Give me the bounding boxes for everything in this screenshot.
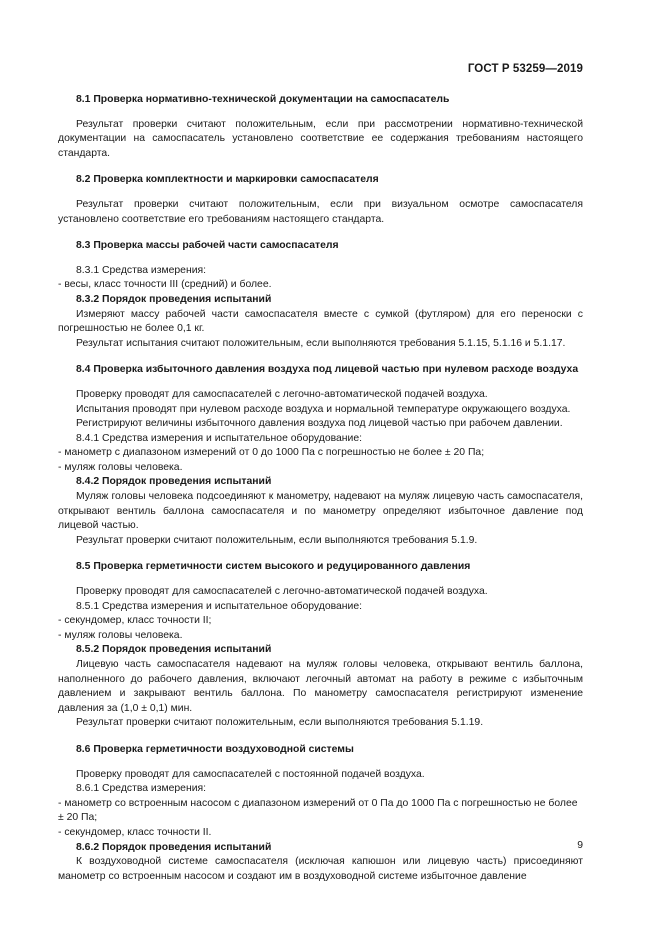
section-8-5-title: 8.5 Проверка герметичности систем высокого и редуцированного давления — [76, 561, 471, 573]
list-item-stopwatch-2: - секундомер, класс точности II. — [58, 826, 212, 838]
section-8-2-title: 8.2 Проверка комплектности и маркировки самоспасателя — [76, 174, 379, 186]
subheading-8-4-2: 8.4.2 Порядок проведения испытаний — [76, 476, 272, 488]
list-item-manometer-pump: - манометр со встроенным насосом с диапазоном измерений от 0 Па до 1000 Па с погрешностью не более ± 20 Па; — [58, 797, 578, 824]
section-8-6-title: 8.6 Проверка герметичности воздуховодной системы — [76, 743, 354, 755]
section-8-6-paragraph-1: Проверку проводят для самоспасателей с постоянной подачей воздуха. — [76, 768, 425, 780]
page-number: 9 — [577, 840, 583, 851]
section-8-4-paragraph-4: Муляж головы человека подсоединяют к манометру, надевают на муляж лицевую часть самоспасателя, открывают вентиль баллона самоспасателя и по манометру определяют избыточное давление под лицевой частью. — [58, 491, 583, 532]
item-8-5-1: 8.5.1 Средства измерения и испытательное оборудование: — [76, 600, 362, 612]
section-8-3-title: 8.3 Проверка массы рабочей части самоспасателя — [76, 240, 339, 252]
section-8-3-paragraph-2: Результат испытания считают положительным, если выполняются требования 5.1.15, 5.1.16 и 5.1.17. — [76, 337, 566, 349]
subheading-8-3-2: 8.3.2 Порядок проведения испытаний — [76, 293, 272, 305]
list-item-stopwatch: - секундомер, класс точности II; — [58, 615, 212, 627]
item-8-4-1: 8.4.1 Средства измерения и испытательное оборудование: — [76, 432, 362, 444]
section-8-4-paragraph-2: Испытания проводят при нулевом расходе воздуха и нормальной температуре окружающего воздуха. — [76, 403, 571, 415]
section-8-5-paragraph-1: Проверку проводят для самоспасателей с легочно-автоматической подачей воздуха. — [76, 586, 488, 598]
item-8-3-1: 8.3.1 Средства измерения: — [76, 264, 207, 276]
section-8-3-paragraph-1: Измеряют массу рабочей части самоспасателя вместе с сумкой (футляром) для его переноски с погрешностью не более 0,1 кг. — [58, 308, 583, 335]
section-8-4-title: 8.4 Проверка избыточного давления воздуха под лицевой частью при нулевом расходе воздуха — [76, 364, 579, 376]
document-body — [58, 93, 583, 884]
section-8-4-paragraph-1: Проверку проводят для самоспасателей с легочно-автоматической подачей воздуха. — [76, 388, 488, 400]
item-8-6-1: 8.6.1 Средства измерения: — [76, 783, 207, 795]
section-8-2-paragraph: Результат проверки считают положительным, если при визуальном осмотре самоспасателя установлено соответствие его требованиям настоящего стандарта. — [58, 198, 583, 225]
subheading-8-5-2: 8.5.2 Порядок проведения испытаний — [76, 644, 272, 656]
section-8-1-title: 8.1 Проверка нормативно-технической документации на самоспасатель — [76, 94, 450, 105]
section-8-4-paragraph-5: Результат проверки считают положительным, если выполняются требования 5.1.9. — [76, 534, 478, 546]
document-code-header: ГОСТ Р 53259—2019 — [467, 63, 583, 75]
list-item-manometer: - манометр с диапазоном измерений от 0 до 1000 Па с погрешностью не более ± 20 Па; — [58, 447, 485, 459]
section-8-5-paragraph-2: Лицевую часть самоспасателя надевают на муляж головы человека, открывают вентиль баллона, наполненного до рабочего давления, включают легочный автомат на работу в режиме с избыточным давлением и закрывают вентиль баллона. По манометру самоспасателя регистрируют изменение давления за (1,0 ± 0,1) мин. — [58, 659, 583, 714]
list-item-head-dummy-2: - муляж головы человека. — [58, 629, 183, 641]
section-8-6-paragraph-2: К воздуховодной системе самоспасателя (исключая капюшон или лицевую часть) присоединяют манометр со встроенным насосом и создают им в воздуховодной системе избыточное давление — [58, 856, 583, 882]
list-item-head-dummy: - муляж головы человека. — [58, 461, 183, 473]
subheading-8-6-2: 8.6.2 Порядок проведения испытаний — [76, 841, 272, 853]
section-8-5-paragraph-3: Результат проверки считают положительным, если выполняются требования 5.1.19. — [76, 717, 484, 729]
list-item-scales: - весы, класс точности III (средний) и более. — [58, 279, 272, 291]
section-8-1-paragraph: Результат проверки считают положительным, если при рассмотрении нормативно-технической документации на самоспасатель установлено соответствие ее содержания требованиям настоящего стандарта. — [58, 118, 583, 159]
section-8-4-paragraph-3: Регистрируют величины избыточного давления воздуха под лицевой частью при рабочем давлении. — [76, 418, 563, 430]
